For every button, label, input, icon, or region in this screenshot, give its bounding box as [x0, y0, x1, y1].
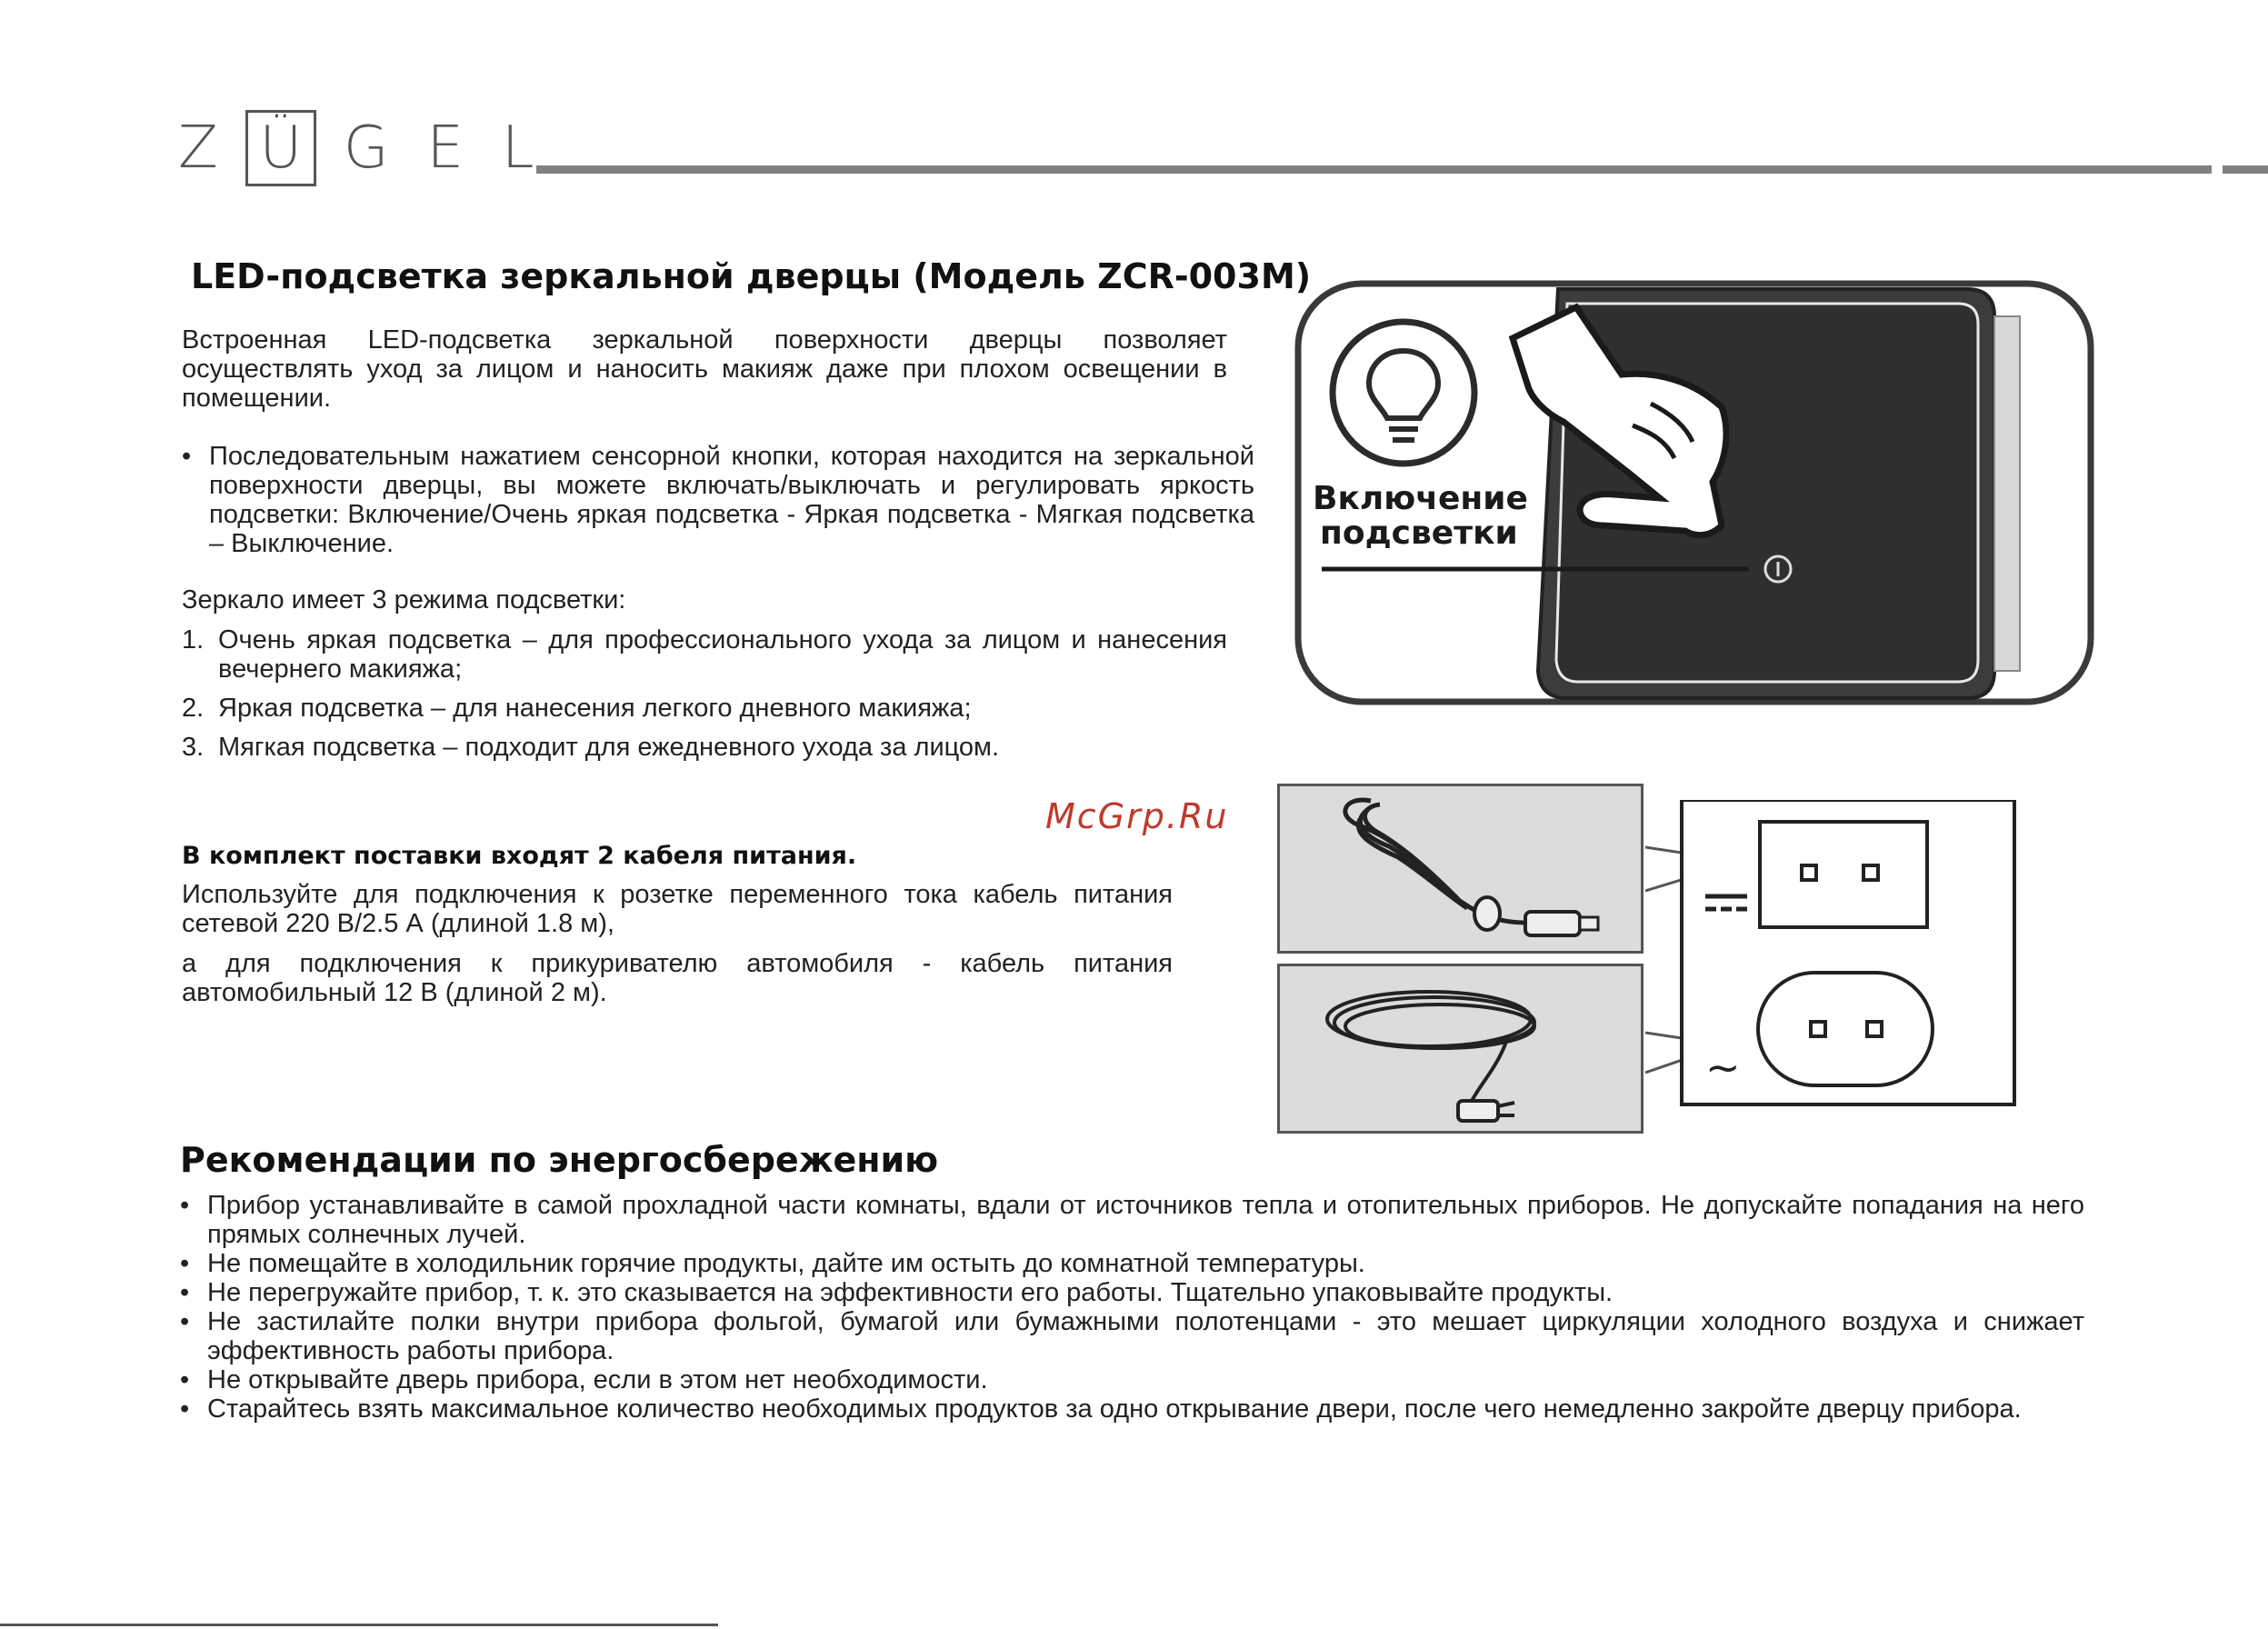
energy-list: [180, 1191, 2084, 1424]
list-item: [180, 1365, 2084, 1394]
brand-logo: [178, 107, 535, 189]
list-item: [182, 733, 1227, 762]
socket-diagram: [1645, 800, 2027, 1145]
list-item-text: Прибор устанавливайте в самой прохладной части комнаты, вдали от источников тепла и отопительных приборов. Не допускайте попадания на него прямых солнечных лучей.: [207, 1191, 2084, 1249]
logo-letter: L: [501, 115, 535, 182]
ac-symbol-icon: ~: [1705, 1043, 1741, 1092]
logo-box: [245, 110, 316, 186]
footer-divider: [0, 1624, 718, 1626]
list-number: 1.: [182, 625, 205, 655]
list-number: 3.: [182, 733, 205, 762]
list-item-text: Не перегружайте прибор, т. к. это сказывается на эффективности его работы. Тщательно упаковывайте продукты.: [207, 1278, 1614, 1307]
list-item-text: Не помещайте в холодильник горячие продукты, дайте им остыть до комнатной температуры.: [207, 1249, 1365, 1278]
list-item-text: Яркая подсветка – для нанесения легкого дневного макияжа;: [218, 694, 972, 723]
list-item: [180, 1191, 2084, 1249]
list-number: 2.: [182, 694, 205, 723]
logo-letter: G: [343, 115, 389, 182]
illustration-label-2: подсветки: [1320, 515, 1518, 552]
dc-socket: [1760, 822, 1927, 927]
cables-paragraph-1: Используйте для подключения к розетке переменного тока кабель питания сетевой 220 В/2.5 А (длиной 1.8 м),: [182, 880, 1173, 938]
led-section-intro: Встроенная LED-подсветка зеркальной поверхности дверцы позволяет осуществлять уход за лицом и наносить макияж даже при плохом освещении в помещении.: [182, 325, 1227, 413]
illustration-label-1: Включение: [1313, 480, 1528, 517]
cables-paragraph-2: а для подключения к прикуривателю автомобиля - кабель питания автомобильный 12 В (длиной 2 м).: [182, 949, 1173, 1007]
led-section-title: LED-подсветка зеркальной дверцы (Модель ZCR-003M): [191, 256, 1312, 296]
led-section-bullet: [182, 442, 1254, 558]
list-item: [180, 1307, 2084, 1365]
modes-list: [182, 625, 1227, 772]
logo-letter: Z: [178, 115, 218, 182]
list-item-text: Мягкая подсветка – подходит для ежедневного ухода за лицом.: [218, 733, 1000, 762]
header-divider-end: [2223, 165, 2268, 174]
list-item: [180, 1394, 2084, 1424]
ac-socket: [1758, 973, 1933, 1085]
list-item-text: Не застилайте полки внутри прибора фольгой, бумагой или бумажными полотенцами - это мешает циркуляции холодного воздуха и снижает эффективность работы прибора.: [207, 1307, 2084, 1365]
list-item-text: Старайтесь взять максимальное количество необходимых продуктов за одно открывание двери, после чего немедленно закройте дверцу прибора.: [207, 1394, 2022, 1424]
logo-letter: Ü: [259, 115, 303, 182]
list-item-text: Очень яркая подсветка – для профессионального ухода за лицом и нанесения вечернего макияжа;: [218, 625, 1227, 684]
logo-letter: E: [426, 115, 464, 182]
lightbulb-icon: [1333, 322, 1474, 464]
led-bullet-text: Последовательным нажатием сенсорной кнопки, которая находится на зеркальной поверхности дверцы, вы можете включать/выключать и регулировать яркость подсветки: Включение/Очень яркая подсветка - Яркая подсветка - Мягкая подсветка – Выключение.: [209, 442, 1254, 558]
car-cable-image: [1277, 784, 1644, 954]
list-item: [182, 625, 1227, 684]
energy-section-title: Рекомендации по энергосбережению: [180, 1140, 939, 1180]
car-cable-icon: [1280, 786, 1641, 951]
mains-cable-image: [1277, 964, 1644, 1134]
list-item-text: Не открывайте дверь прибора, если в этом нет необходимости.: [207, 1365, 988, 1394]
list-item: [182, 694, 1227, 723]
list-item: [180, 1278, 2084, 1307]
mirror-door-illustration: [1294, 280, 2094, 707]
cables-title: В комплект поставки входят 2 кабеля питания.: [182, 842, 857, 870]
watermark: McGrp.Ru: [1045, 796, 1229, 836]
list-item: [180, 1249, 2084, 1278]
header-divider: [536, 165, 2212, 174]
mains-cable-icon: [1280, 966, 1641, 1131]
modes-intro: Зеркало имеет 3 режима подсветки:: [182, 585, 626, 615]
